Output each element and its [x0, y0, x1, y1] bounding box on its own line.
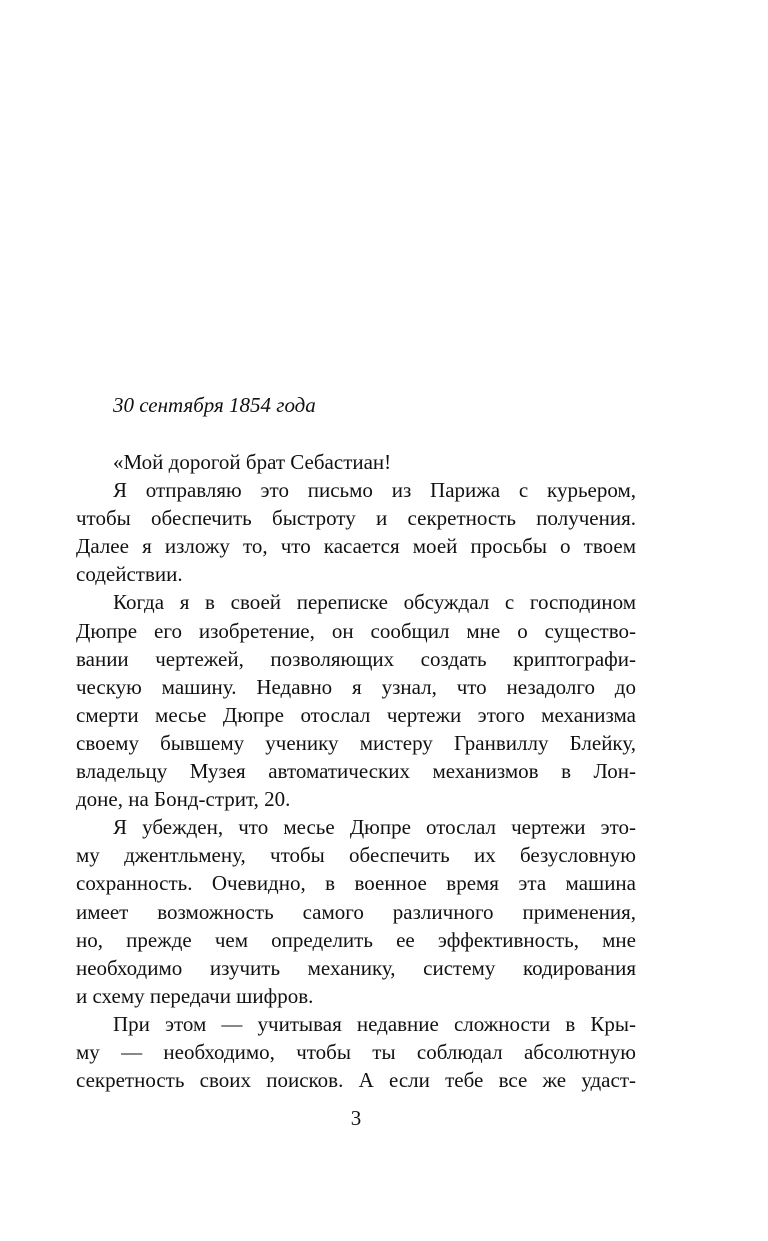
text-line: «Мой дорогой брат Себастиан! — [113, 450, 392, 474]
text-line: имеет возможность самого различного применения, — [76, 899, 636, 924]
text-line: Дюпре его изобретение, он сообщил мне о существо- — [76, 618, 636, 643]
letter-date: 30 сентября 1854 года — [113, 393, 316, 417]
letter-body — [76, 448, 636, 1094]
text-line: му джентльмену, чтобы обеспечить их безусловную — [76, 843, 636, 868]
text-line: секретность своих поисков. А если тебе все же удаст- — [76, 1068, 636, 1093]
text-line: и схему передачи шифров. — [76, 983, 314, 1008]
text-line: му — необходимо, чтобы ты соблюдал абсолютную — [76, 1039, 636, 1064]
text-line: ческую машину. Недавно я узнал, что незадолго до — [76, 674, 636, 699]
text-line: но, прежде чем определить ее эффективность, мне — [76, 927, 636, 952]
text-line: Когда я в своей переписке обсуждал с господином — [113, 590, 636, 615]
text-line: доне, на Бонд-стрит, 20. — [76, 787, 291, 812]
text-line: смерти месье Дюпре отослал чертежи этого механизма — [76, 702, 636, 727]
text-line: своему бывшему ученику мистеру Гранвиллу Блейку, — [76, 730, 636, 755]
text-line: Я убежден, что месье Дюпре отослал чертежи это- — [113, 815, 636, 840]
text-line: вании чертежей, позволяющих создать криптографи- — [76, 646, 636, 671]
text-line: При этом — учитывая недавние сложности в Кры- — [113, 1011, 636, 1036]
text-line: содействии. — [76, 562, 183, 587]
text-line: Далее я изложу то, что касается моей просьбы о твоем — [76, 534, 636, 559]
text-line: необходимо изучить механику, систему кодирования — [76, 955, 636, 980]
text-line: сохранность. Очевидно, в военное время эта машина — [76, 871, 636, 896]
page-number: 3 — [350, 1106, 362, 1130]
text-line: чтобы обеспечить быстроту и секретность получения. — [76, 506, 636, 531]
text-line: Я отправляю это письмо из Парижа с курьером, — [113, 478, 636, 503]
text-line: владельцу Музея автоматических механизмов в Лон- — [76, 759, 636, 784]
